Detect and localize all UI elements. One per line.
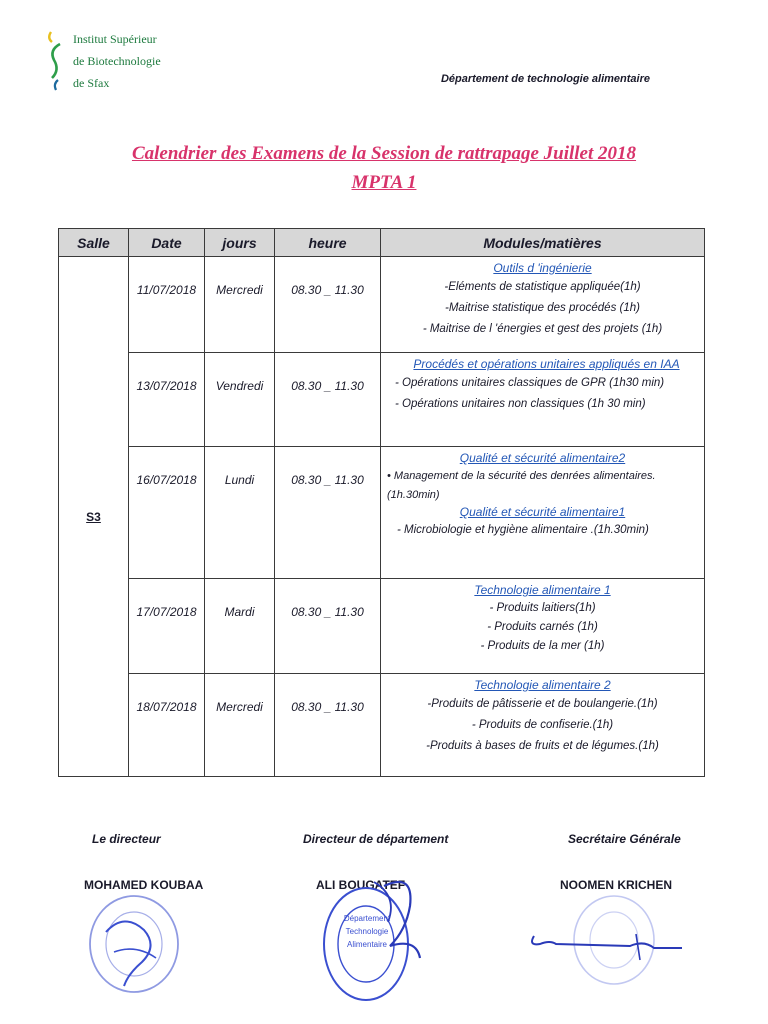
module-item: - Produits de la mer (1h) <box>480 640 605 652</box>
table-row <box>59 353 705 447</box>
module-item: - Produits de confiserie.(1h) <box>471 719 614 731</box>
stamp-text-line: Technologie <box>345 927 389 936</box>
module-item: -Maitrise statistique des procédés (1h) <box>445 302 640 314</box>
module-item: - Produits laitiers(1h) <box>489 602 596 614</box>
date-cell: 18/07/2018 <box>129 674 205 777</box>
module-item: -Produits à bases de fruits et de légumes.(1h) <box>426 740 659 752</box>
modules-cell <box>381 353 705 447</box>
module-item: • Management de la sécurité des denrées alimentaires.(1h.30min) <box>387 470 656 501</box>
signature-role-department-director: Directeur de département <box>303 832 449 846</box>
table-row <box>59 579 705 674</box>
signature-role-secretary: Secrétaire Générale <box>568 832 681 846</box>
hour-cell: 08.30 _ 11.30 <box>275 579 381 674</box>
page-subtitle: MPTA 1 <box>351 172 417 193</box>
hour-cell: 08.30 _ 11.30 <box>275 257 381 353</box>
logo-swirl-icon <box>44 26 70 92</box>
column-header-date: Date <box>129 229 205 257</box>
date-cell: 16/07/2018 <box>129 447 205 579</box>
module-item: -Eléments de statistique appliquée(1h) <box>444 281 641 293</box>
column-header-heure: heure <box>275 229 381 257</box>
module-item: - Microbiologie et hygiène alimentaire .(1h.30min) <box>397 524 649 536</box>
page-title: Calendrier des Examens de la Session de rattrapage Juillet 2018 <box>131 143 637 164</box>
module-title: Procédés et opérations unitaires appliqués en IAA <box>413 357 680 371</box>
module-item: - Maitrise de l 'énergies et gest des projets (1h) <box>422 323 663 335</box>
table-row <box>59 447 705 579</box>
hour-cell: 08.30 _ 11.30 <box>275 447 381 579</box>
module-item: -Produits de pâtisserie et de boulangerie.(1h) <box>427 698 658 710</box>
modules-cell <box>381 257 705 353</box>
day-cell: Vendredi <box>205 353 275 447</box>
column-header-jours: jours <box>205 229 275 257</box>
institute-line-2: de Biotechnologie <box>73 54 161 68</box>
module-title: Qualité et sécurité alimentaire1 <box>459 505 626 519</box>
module-item: - Produits carnés (1h) <box>487 621 598 633</box>
secretary-stamp-icon <box>526 890 686 1000</box>
director-stamp-icon <box>84 892 184 996</box>
date-cell: 11/07/2018 <box>129 257 205 353</box>
table-header-row <box>59 229 705 257</box>
signature-name-director: MOHAMED KOUBAA <box>84 878 204 892</box>
day-cell: Mardi <box>205 579 275 674</box>
table-row <box>59 257 705 353</box>
module-title: Outils d 'ingénierie <box>493 261 592 275</box>
date-cell: 17/07/2018 <box>129 579 205 674</box>
table-row <box>59 674 705 777</box>
column-header-salle: Salle <box>59 229 129 257</box>
hour-cell: 08.30 _ 11.30 <box>275 353 381 447</box>
date-cell: 13/07/2018 <box>129 353 205 447</box>
signature-name-secretary: NOOMEN KRICHEN <box>560 878 673 892</box>
day-cell: Mercredi <box>205 257 275 353</box>
exam-schedule-table <box>58 228 705 777</box>
module-item: - Opérations unitaires classiques de GPR (1h30 min) <box>395 377 665 389</box>
stamp-text-line: Département <box>343 914 391 923</box>
signature-role-director: Le directeur <box>92 832 161 846</box>
signature-name-department-director: ALI BOUGATEF <box>316 878 406 892</box>
module-title: Technologie alimentaire 1 <box>474 583 611 597</box>
module-item: - Opérations unitaires non classiques (1h 30 min) <box>395 398 646 410</box>
day-cell: Lundi <box>205 447 275 579</box>
department-name: Département de technologie alimentaire <box>440 73 650 85</box>
modules-cell <box>381 579 705 674</box>
modules-cell <box>381 447 705 579</box>
institute-line-1: Institut Supérieur <box>73 32 157 46</box>
department-stamp-text <box>338 912 396 951</box>
institute-line-3: de Sfax <box>73 76 110 90</box>
modules-cell <box>381 674 705 777</box>
institute-logo <box>44 24 184 96</box>
salle-cell: S3 <box>59 257 129 777</box>
module-title: Technologie alimentaire 2 <box>474 678 611 692</box>
stamp-text-line: Alimentaire <box>346 940 387 949</box>
hour-cell: 08.30 _ 11.30 <box>275 674 381 777</box>
module-title: Qualité et sécurité alimentaire2 <box>459 451 626 465</box>
column-header-modules: Modules/matières <box>381 229 705 257</box>
day-cell: Mercredi <box>205 674 275 777</box>
